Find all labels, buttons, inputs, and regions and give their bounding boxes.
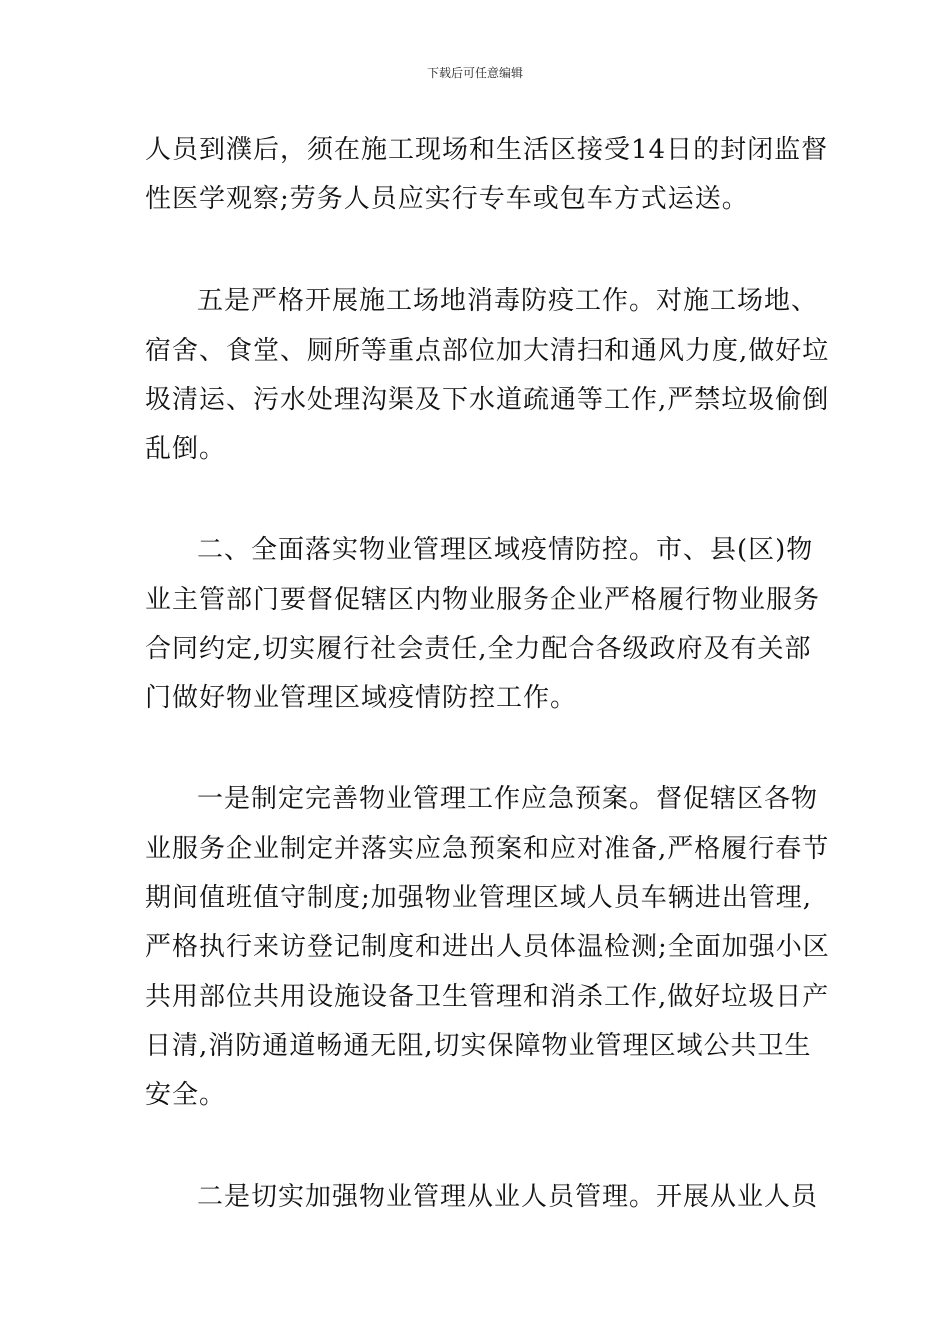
text-line: 业主管部门要督促辖区内物业服务企业严格履行物业服务 — [145, 585, 821, 615]
text-line: 乱倒。 — [145, 434, 227, 464]
text-line: 宿舍、食堂、厕所等重点部位加大清扫和通风力度,做好垃 — [145, 336, 830, 366]
text-line: 合同约定,切实履行社会责任,全力配合各级政府及有关部 — [145, 634, 812, 664]
text-line: 安全。 — [145, 1080, 227, 1110]
text-line: 二是切实加强物业管理从业人员管理。开展从业人员 — [197, 1182, 819, 1212]
text-line: 期间值班值守制度;加强物业管理区域人员车辆进出管理, — [145, 883, 813, 913]
text-line: 一是制定完善物业管理工作应急预案。督促辖区各物 — [197, 784, 819, 814]
text-line: 共用部位共用设施设备卫生管理和消杀工作,做好垃圾日产 — [145, 982, 830, 1012]
text-line: 日清,消防通道畅通无阻,切实保障物业管理区域公共卫生 — [145, 1031, 812, 1061]
text-line: 业服务企业制定并落实应急预案和应对准备,严格履行春节 — [145, 834, 830, 864]
text-line: 圾清运、污水处理沟渠及下水道疏通等工作,严禁垃圾偷倒 — [145, 385, 830, 415]
text-line: 五是严格开展施工场地消毒防疫工作。对施工场地、 — [197, 286, 819, 316]
page-header: 下载后可任意编辑 — [426, 66, 523, 80]
text-line: 严格执行来访登记制度和进出人员体温检测;全面加强小区 — [145, 932, 830, 962]
text-line: 人员到濮后，须在施工现场和生活区接受14日的封闭监督 — [145, 135, 829, 165]
text-line: 性医学观察;劳务人员应实行专车或包车方式运送。 — [145, 184, 749, 214]
text-line: 门做好物业管理区域疫情防控工作。 — [145, 683, 578, 713]
text-line: 二、全面落实物业管理区域疫情防控。市、县(区)物 — [197, 535, 814, 565]
